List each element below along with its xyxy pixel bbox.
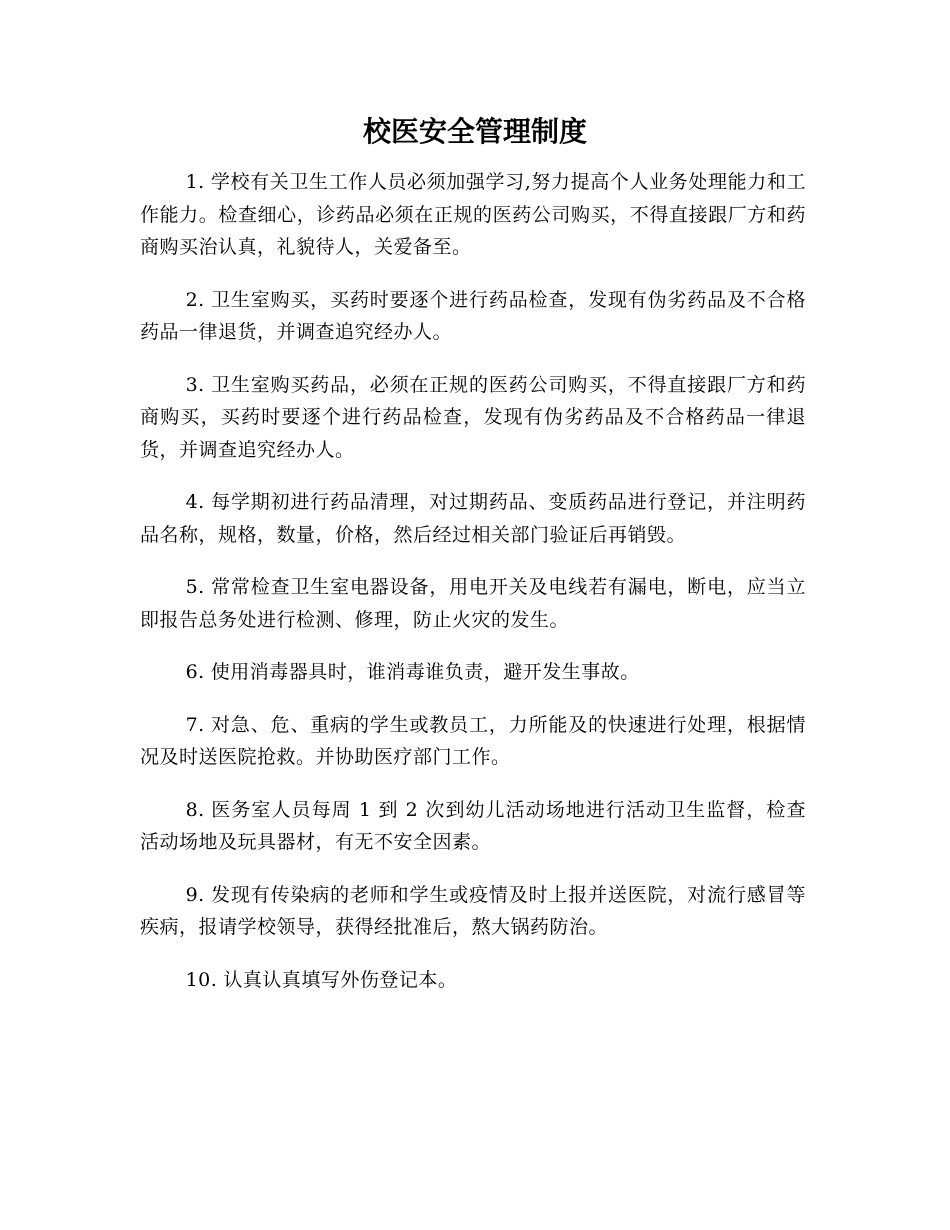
regulation-item-2 (140, 284, 806, 349)
item-text: 卫生室购买药品，必须在正规的医药公司购买，不得直接跟厂方和药商购买，买药时要逐个进行药品检查，发现有伪劣药品及不合格药品一律退货，并调查追究经办人。 (140, 373, 806, 461)
item-number: 7. (185, 713, 205, 736)
regulation-item-8 (140, 794, 806, 859)
regulation-item-3 (140, 369, 806, 467)
item-text: 认真认真填写外伤登记本。 (223, 968, 458, 991)
item-text: 发现有传染病的老师和学生或疫情及时上报并送医院，对流行感冒等疾病，报请学校领导，获得经批准后，熬大锅药防治。 (140, 883, 806, 938)
item-number: 2. (185, 288, 205, 311)
regulation-item-6 (140, 656, 806, 689)
item-text: 常常检查卫生室电器设备，用电开关及电线若有漏电，断电，应当立即报告总务处进行检测、修理，防止火灾的发生。 (140, 576, 806, 631)
regulation-item-9 (140, 879, 806, 944)
item-text: 学校有关卫生工作人员必须加强学习,努力提高个人业务处理能力和工作能力。检查细心，诊药品必须在正规的医药公司购买，不得直接跟厂方和药商购买治认真，礼貌待人，关爱备至。 (140, 171, 806, 258)
item-number: 3. (185, 373, 205, 396)
item-text: 对急、危、重病的学生或教员工，力所能及的快速进行处理，根据情况及时送医院抢救。并协助医疗部门工作。 (140, 713, 806, 768)
item-number: 9. (185, 883, 205, 906)
item-text: 每学期初进行药品清理，对过期药品、变质药品进行登记，并注明药品名称，规格，数量，价格，然后经过相关部门验证后再销毁。 (140, 491, 806, 546)
item-text: 医务室人员每周 1 到 2 次到幼儿活动场地进行活动卫生监督，检查活动场地及玩具器材，有无不安全因素。 (140, 798, 806, 853)
item-number: 8. (185, 798, 205, 821)
document-body (140, 166, 806, 1016)
item-number: 4. (185, 491, 205, 513)
item-number: 1. (185, 171, 205, 193)
regulation-item-4 (140, 486, 806, 551)
regulation-item-1 (140, 166, 806, 264)
item-number: 5. (185, 576, 205, 598)
regulation-item-7 (140, 709, 806, 774)
item-text: 使用消毒器具时，谁消毒谁负责，避开发生事故。 (210, 661, 640, 683)
document-title: 校医安全管理制度 (362, 115, 587, 148)
item-number: 10. (185, 968, 218, 991)
regulation-item-10 (140, 964, 806, 997)
item-number: 6. (185, 661, 205, 683)
regulation-item-5 (140, 571, 806, 636)
item-text: 卫生室购买，买药时要逐个进行药品检查，发现有伪劣药品及不合格药品一律退货，并调查追究经办人。 (140, 288, 806, 343)
